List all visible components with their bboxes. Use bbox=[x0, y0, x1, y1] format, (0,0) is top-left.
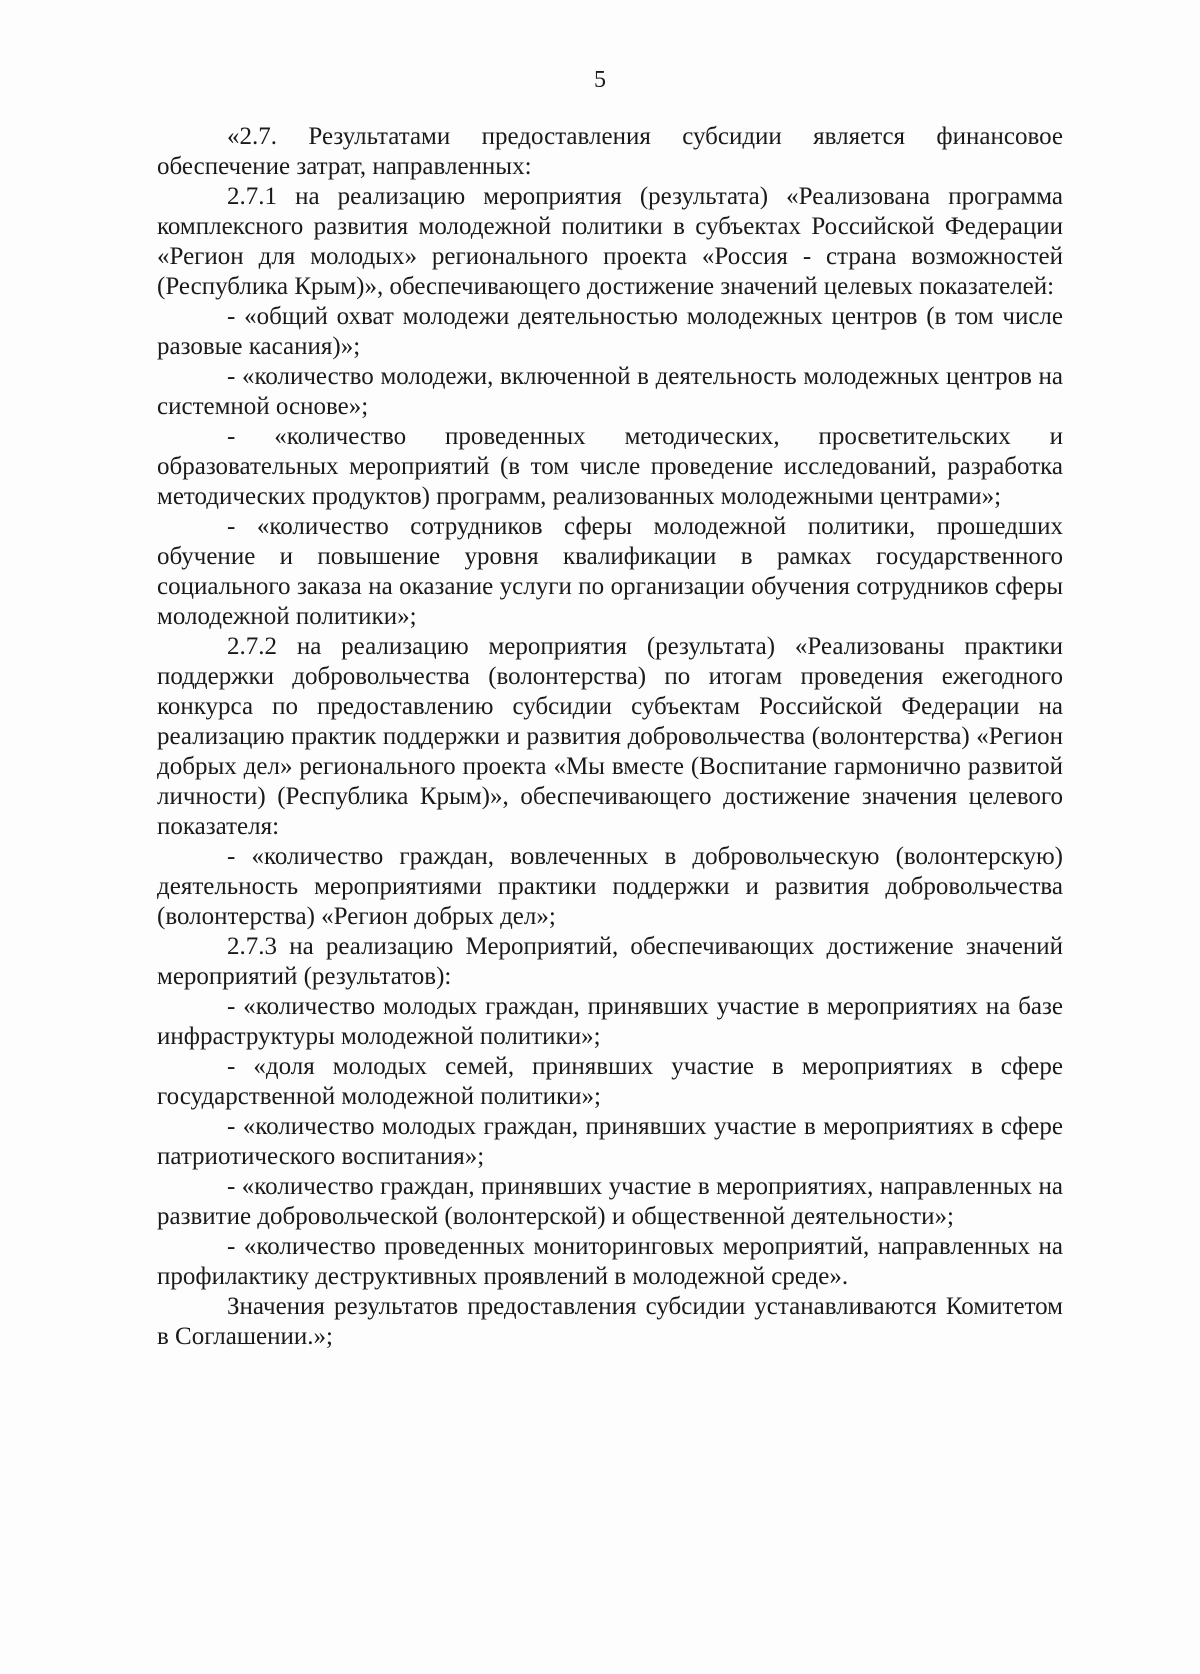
indicator-youth-infrastructure: - «количество молодых граждан, принявших участие в мероприятиях на базе инфраструктуры молодежной политики»; bbox=[157, 993, 1063, 1050]
document-body bbox=[157, 122, 1063, 1352]
indicator-youth-systematic: - «количество молодежи, включенной в деятельность молодежных центров на системной основе»; bbox=[157, 363, 1063, 420]
paragraph-2-7-1: 2.7.1 на реализацию мероприятия (результата) «Реализована программа комплексного развития молодежной политики в субъектах Российской Федерации «Регион для молодых» регионального проекта «Россия - страна возможностей (Республика Крым)», обеспечивающего достижение значений целевых показателей: bbox=[157, 183, 1063, 300]
indicator-young-families: - «доля молодых семей, принявших участие в мероприятиях в сфере государственной молодежной политики»; bbox=[157, 1053, 1063, 1110]
indicator-methodical-events: - «количество проведенных методических, просветительских и образовательных мероприятий (в том числе проведение исследований, разработка методических продуктов) программ, реализованных молодежными центрами»; bbox=[157, 423, 1063, 510]
indicator-volunteer-activity: - «количество граждан, принявших участие в мероприятиях, направленных на развитие добровольческой (волонтерской) и общественной деятельности»; bbox=[157, 1173, 1063, 1230]
paragraph-2-7-intro: «2.7. Результатами предоставления субсидии является финансовое обеспечение затрат, направленных: bbox=[157, 123, 1063, 180]
indicator-patriotic-education: - «количество молодых граждан, принявших участие в мероприятиях в сфере патриотического воспитания»; bbox=[157, 1113, 1063, 1170]
paragraph-result-values: Значения результатов предоставления субсидии устанавливаются Комитетом в Соглашении.»; bbox=[157, 1293, 1063, 1350]
indicator-volunteers: - «количество граждан, вовлеченных в добровольческую (волонтерскую) деятельность мероприятиями практики поддержки и развития добровольчества (волонтерства) «Регион добрых дел»; bbox=[157, 843, 1063, 930]
indicator-staff-training: - «количество сотрудников сферы молодежной политики, прошедших обучение и повышение уровня квалификации в рамках государственного социального заказа на оказание услуги по организации обучения сотрудников сферы молодежной политики»; bbox=[157, 513, 1063, 630]
indicator-youth-coverage: - «общий охват молодежи деятельностью молодежных центров (в том числе разовые касания)»; bbox=[157, 303, 1063, 360]
paragraph-2-7-2: 2.7.2 на реализацию мероприятия (результата) «Реализованы практики поддержки добровольчества (волонтерства) по итогам проведения ежегодного конкурса по предоставлению субсидии субъектам Российской Федерации на реализацию практик поддержки и развития добровольчества (волонтерства) «Регион добрых дел» регионального проекта «Мы вместе (Воспитание гармонично развитой личности) (Республика Крым)», обеспечивающего достижение значения целевого показателя: bbox=[157, 633, 1063, 840]
page-number: 5 bbox=[594, 67, 606, 93]
paragraph-2-7-3: 2.7.3 на реализацию Мероприятий, обеспечивающих достижение значений мероприятий (результатов): bbox=[157, 933, 1063, 990]
indicator-monitoring-events: - «количество проведенных мониторинговых мероприятий, направленных на профилактику деструктивных проявлений в молодежной среде». bbox=[157, 1233, 1063, 1290]
